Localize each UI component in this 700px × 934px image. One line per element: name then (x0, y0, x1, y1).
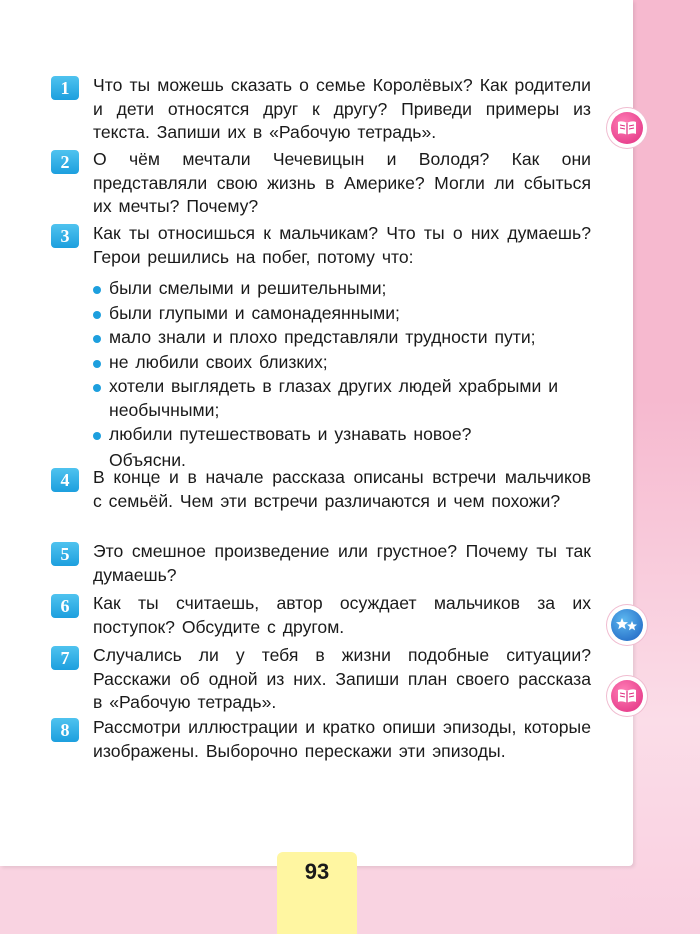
pair-work-icon (607, 605, 647, 645)
question-7 (51, 644, 591, 715)
question-number: 4 (51, 468, 79, 492)
question-4 (51, 466, 591, 513)
question-number: 1 (51, 76, 79, 100)
question-tail: Объясни. (109, 449, 186, 470)
question-1 (51, 74, 591, 145)
workbook-icon (607, 676, 647, 716)
bullet-icon (93, 286, 101, 294)
bullet-icon (93, 432, 101, 440)
question-number: 5 (51, 542, 79, 566)
question-number: 3 (51, 224, 79, 248)
question-text: Как ты относишься к мальчикам? Что ты о них думаешь? Герои решились на побег, потому что: (93, 223, 591, 267)
question-text: Что ты можешь сказать о семье Королёвых? Как родители и дети относятся друг к другу? Приведи примеры из текста. Запиши их в «Рабочую тетрадь». (93, 75, 591, 142)
bullet-icon (93, 335, 101, 343)
question-number: 8 (51, 718, 79, 742)
question-text: Это смешное произведение или грустное? Почему ты так думаешь? (93, 541, 591, 585)
question-text: Рассмотри иллюстрации и кратко опиши эпизоды, которые изображены. Выборочно перескажи эти эпизоды. (93, 717, 591, 761)
answer-option: были смелыми и решительными; (93, 277, 591, 301)
bullet-icon (93, 384, 101, 392)
answer-option: хотели выглядеть в глазах других людей храбрыми и необычными; (93, 375, 591, 422)
question-3 (51, 222, 591, 472)
answer-option: не любили своих близких; (93, 351, 591, 375)
question-5 (51, 540, 591, 587)
bullet-icon (93, 311, 101, 319)
question-2 (51, 148, 591, 219)
workbook-icon (607, 108, 647, 148)
question-8 (51, 716, 591, 763)
question-number: 6 (51, 594, 79, 618)
question-number: 2 (51, 150, 79, 174)
question-text: Как ты считаешь, автор осуждает мальчиков за их поступок? Обсудите с другом. (93, 593, 591, 637)
page-number: 93 (277, 852, 357, 934)
question-text: Случались ли у тебя в жизни подобные ситуации? Расскажи об одной из них. Запиши план своего рассказа в «Рабочую тетрадь». (93, 645, 591, 712)
answer-option: мало знали и плохо представляли трудности пути; (93, 326, 591, 350)
question-text: В конце и в начале рассказа описаны встречи мальчиков с семьёй. Чем эти встречи различаются и чем похожи? (93, 467, 591, 511)
question-text: О чём мечтали Чечевицын и Володя? Как они представляли свою жизнь в Америке? Могли ли сбыться их мечты? Почему? (93, 149, 591, 216)
answer-options-list (93, 277, 591, 447)
answer-option: были глупыми и самонадеянными; (93, 302, 591, 326)
bullet-icon (93, 360, 101, 368)
question-number: 7 (51, 646, 79, 670)
question-6 (51, 592, 591, 639)
answer-option: любили путешествовать и узнавать новое? (93, 423, 591, 447)
